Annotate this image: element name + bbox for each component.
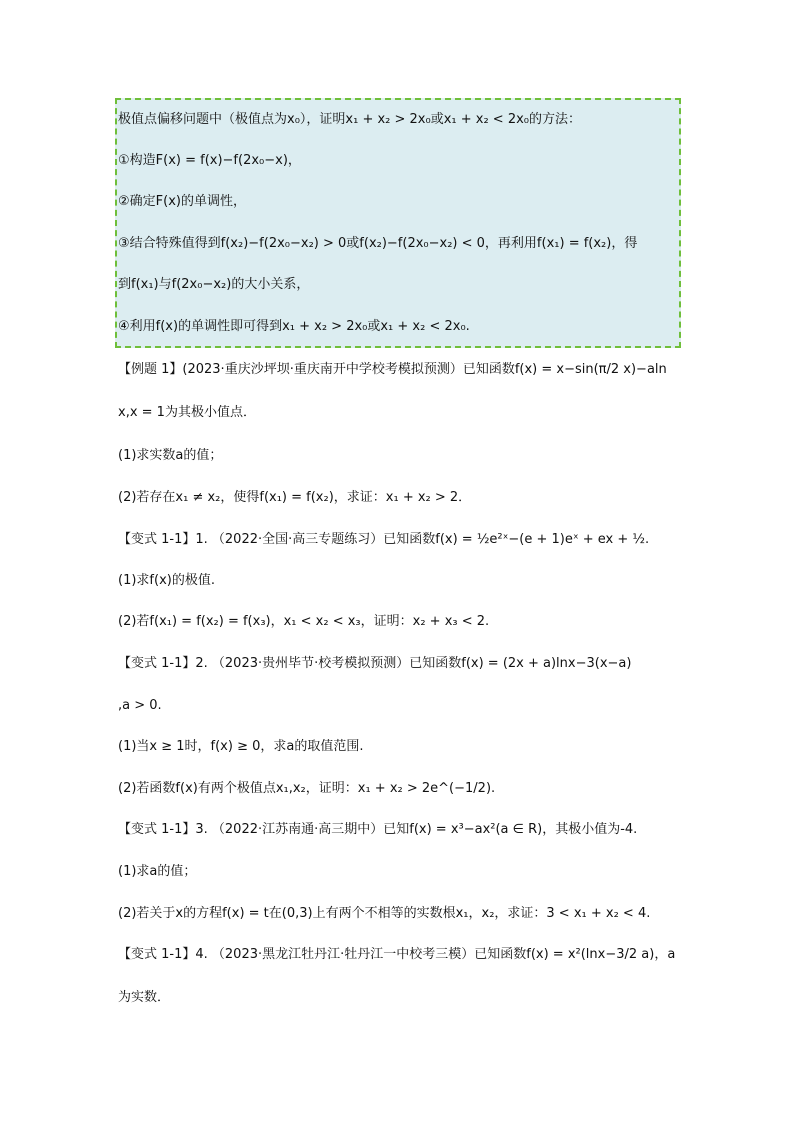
method-line-5: 到f(x₁)与f(2x₀−x₂)的大小关系， <box>118 277 310 292</box>
variant-4-statement: 【变式 1-1】4. （2023·黑龙江牡丹江·牡丹江一中校考三模）已知函数f(x) = x²(lnx−3/2 a)，a <box>118 947 676 962</box>
variant-3-part-1: (1)求a的值； <box>118 864 197 879</box>
method-line-1: 极值点偏移问题中（极值点为x₀），证明x₁ + x₂ > 2x₀或x₁ + x₂ < 2x₀的方法： <box>118 112 582 127</box>
example-1-statement: 【例题 1】(2023·重庆沙坪坝·重庆南开中学校考模拟预测）已知函数f(x) = x−sin(π/2 x)−aln <box>118 362 667 377</box>
variant-2-part-2: (2)若函数f(x)有两个极值点x₁,x₂，证明：x₁ + x₂ > 2e^(−1/2). <box>118 781 496 796</box>
variant-4-statement-cont: 为实数． <box>118 990 171 1005</box>
variant-1-part-2: (2)若f(x₁) = f(x₂) = f(x₃)，x₁ < x₂ < x₃，证明：x₂ + x₃ < 2. <box>118 614 490 629</box>
variant-3-statement: 【变式 1-1】3. （2022·江苏南通·高三期中）已知f(x) = x³−ax²(a ∈ R)，其极小值为-4. <box>118 822 638 837</box>
method-line-4: ③结合特殊值得到f(x₂)−f(2x₀−x₂) > 0或f(x₂)−f(2x₀−x₂) < 0，再利用f(x₁) = f(x₂)，得 <box>118 236 638 251</box>
example-1-part-2: (2)若存在x₁ ≠ x₂，使得f(x₁) = f(x₂)，求证：x₁ + x₂ > 2． <box>118 490 472 505</box>
example-1-part-1: (1)求实数a的值； <box>118 448 223 463</box>
method-box <box>115 98 681 348</box>
method-line-3: ②确定F(x)的单调性， <box>118 194 246 209</box>
variant-3-part-2: (2)若关于x的方程f(x) = t在(0,3)上有两个不相等的实数根x₁，x₂，求证：3 < x₁ + x₂ < 4. <box>118 906 651 921</box>
method-line-6: ④利用f(x)的单调性即可得到x₁ + x₂ > 2x₀或x₁ + x₂ < 2x₀. <box>118 319 470 334</box>
variant-1-part-1: (1)求f(x)的极值. <box>118 573 215 588</box>
variant-2-statement: 【变式 1-1】2. （2023·贵州毕节·校考模拟预测）已知函数f(x) = (2x + a)lnx−3(x−a) <box>118 656 632 671</box>
variant-2-statement-cont: ,a > 0. <box>118 698 162 713</box>
example-1-statement-cont: x,x = 1为其极小值点． <box>118 405 256 420</box>
variant-1-statement: 【变式 1-1】1. （2022·全国·高三专题练习）已知函数f(x) = ½e²ˣ−(e + 1)eˣ + ex + ½. <box>118 532 650 547</box>
method-line-2: ①构造F(x) = f(x)−f(2x₀−x)， <box>118 153 301 168</box>
variant-2-part-1: (1)当x ≥ 1时，f(x) ≥ 0，求a的取值范围. <box>118 739 364 754</box>
